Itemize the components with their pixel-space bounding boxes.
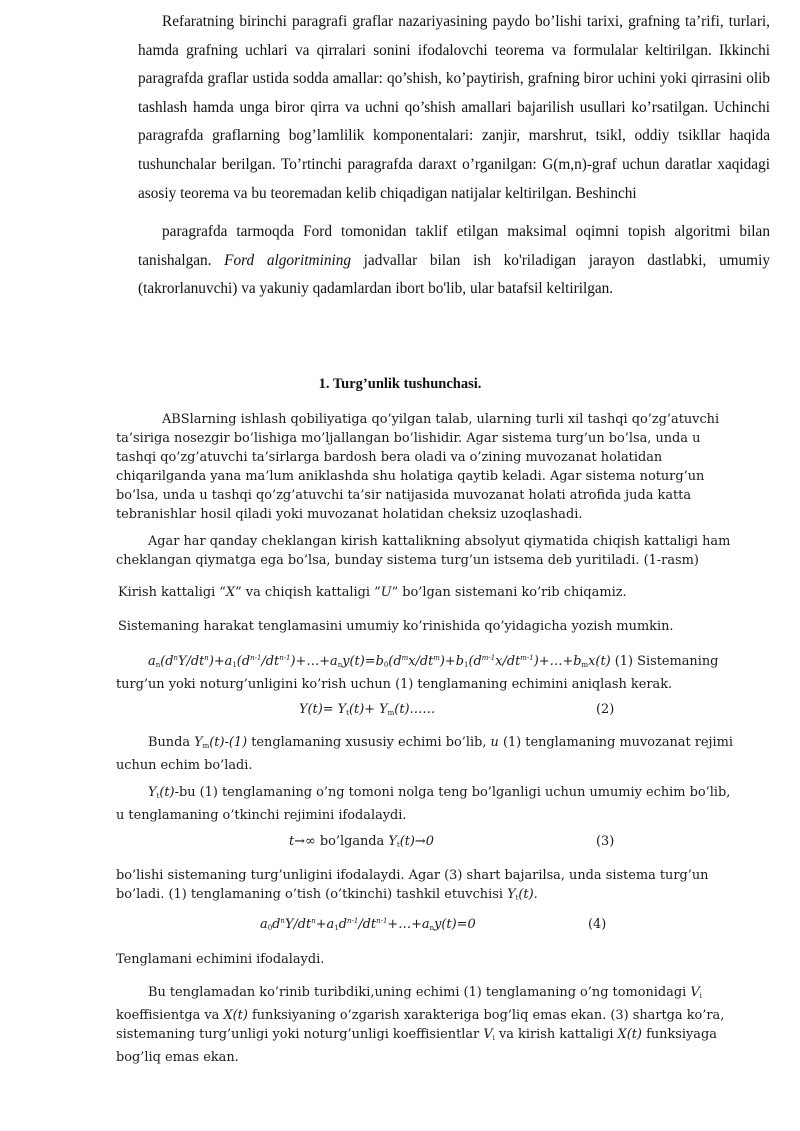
equation-2: $Y(t)= Y_t(t)+$ $Y_m(t)\dots\dots$: [299, 702, 436, 717]
body-paragraph-9: Bu tenglamadan ko’rinib turibdiki,uning echimi (1) tenglamaning o’ng tomonidagi $V_i$ koeffisientga va X(t) funksiyaning o’zgarish xarakteriga bog’liq emas ekan. (3) shartga ko’ra, sistemaning turg’unligi yoki noturg’unligi koeffisientlar $V_i$ va kirish kattaligi X(t) funksiyaga bog’liq emas ekan.: [116, 985, 725, 1065]
intro-section: [138, 8, 770, 304]
body-paragraph-2: Agar har qanday cheklangan kirish kattalikning absolyut qiymatida chiqish kattaligi ham cheklangan qiymatga ega bo’lsa, bunday sistema turg’un istsema deb yuritiladi. (1-rasm): [116, 534, 731, 568]
intro-p2-italic: Ford algoritmining: [224, 251, 352, 269]
equation-3-number: (3): [596, 834, 615, 849]
equation-4: $a_0d^nY/dt^n+a_1d^{n-1}/dt^{n-1}+\dots+a_ny(t)=0$: [260, 917, 476, 932]
intro-p2-end: jadvallar bilan ish ko'riladigan jarayon dastlabki, umumiy (takrorlanuvchi) va yakuniy qadamlardan ibort bo'lib, ular batafsil keltirilgan.: [138, 251, 770, 298]
intro-paragraph-1: Refaratning birinchi paragrafi graflar nazariyasining paydo bo’lishi tarixi, grafning ta’rifi, turlari, hamda grafning uchlari va qirralari sonini ifodalovchi teorema va formulalar keltirilgan. Ikkinchi paragrafda graflar ustida sodda amallar: qo’shish, ko’paytirish, grafning biror uchini yoki qirrasini olib tashlash hamda unga biror qirra va uchni qo’shish amallari bajarilish usullari ko’rsatilgan. Uchinchi paragrafda graflarning bog’lamlilik komponentalari: zanjir, marshrut, tsikl, oddiy tsikllar haqida tushunchalar berilgan. To’rtinchi paragrafda daraxt o’rganilgan: G(m,n)-graf uchun daratlar xaqidagi asosiy teorema va bu teoremadan kelib chiqadigan natijalar keltirilgan. Beshinchi: [138, 13, 770, 202]
body-paragraph-3: Kirish kattaligi “X” va chiqish kattaligi ”U” bo’lgan sistemani ko’rib chiqamiz.: [118, 585, 627, 600]
body-paragraph-8: Tenglamani echimini ifodalaydi.: [116, 952, 325, 967]
equation-2-number: (2): [596, 702, 615, 717]
body-paragraph-4: Sistemaning harakat tenglamasini umumiy ko’rinishida qo’yidagicha yozish mumkin.: [118, 619, 674, 634]
intro-paragraph-2: [138, 218, 770, 304]
body-paragraph-7: bo’lishi sistemaning turg’unligini ifodalaydi. Agar (3) shart bajarilsa, unda sistema turg’un bo’ladi. (1) tenglamaning o’tish (o’tkinchi) tashkil etuvchisi $Y_t(t)$.: [116, 868, 709, 902]
equation-3: t→∞ bo’lganda $Y_t(t)\to 0$: [289, 834, 434, 849]
body-paragraph-1: ABSlarning ishlash qobiliyatiga qo’yilgan talab, ularning turli xil tashqi qo’zg’atuvchi ta’siriga nosezgir bo’lishiga mo’ljallangan bo’lishidir. Agar sistema turg’un bo’lsa, unda u tashqi qo’zg’atuvchi ta’sirlarga bardosh bera oladi va o’zining muvozanat holatidan chiqarilganda yana ma’lum aniklashda shu holatiga qaytib keladi. Agar sistema noturg’un bo’lsa, unda u tashqi qo’zg’atuvchi ta’sir natijasida muvozanat holati atrofida juda katta tebranishlar hosil qiladi yoki muvozanat holatidan cheksiz uzoqlashadi.: [116, 412, 720, 522]
intro-p2-start: paragrafda tarmoqda Ford tomonidan taklif etilgan maksimal oqimni topish algoritmi bilan tanishalgan.: [138, 223, 770, 269]
equation-4-number: (4): [588, 917, 607, 932]
equation-1-paragraph: $a_n(d^nY/dt^n)+a_1(d^{n-1}/dt^{n-1})+\dots+a_ny(t)=b_0(d^mx/dt^m)+b_1(d^{m-1}x/dt^{m-1})+\dots+b_mx(t)$ (1) Sistemaning turg’un yoki noturg’unligini ko’rish uchun (1) tenglamaning echimini aniqlash kerak.: [116, 654, 719, 692]
section-title: 1. Turg’unlik tushunchasi.: [318, 376, 482, 392]
body-paragraph-5: Bunda $Y_m(t)-(1)$ tenglamaning xususiy echimi bo’lib, u (1) tenglamaning muvozanat rejimi uchun echim bo’ladi.: [116, 735, 734, 773]
body-paragraph-6: $Y_t(t)-bu$ (1) tenglamaning o’ng tomoni nolga teng bo’lganligi uchun umumiy echim bo’lib, u tenglamaning o’tkinchi rejimini ifodalaydi.: [116, 785, 731, 823]
equation-1: $a_n(d^nY/dt^n)+a_1(d^{n-1}/dt^{n-1})+\dots+a_ny(t)=b_0(d^mx/dt^m)+b_1(d^{m-1}x/dt^{m-1})+\dots+b_mx(t)$: [148, 654, 611, 669]
